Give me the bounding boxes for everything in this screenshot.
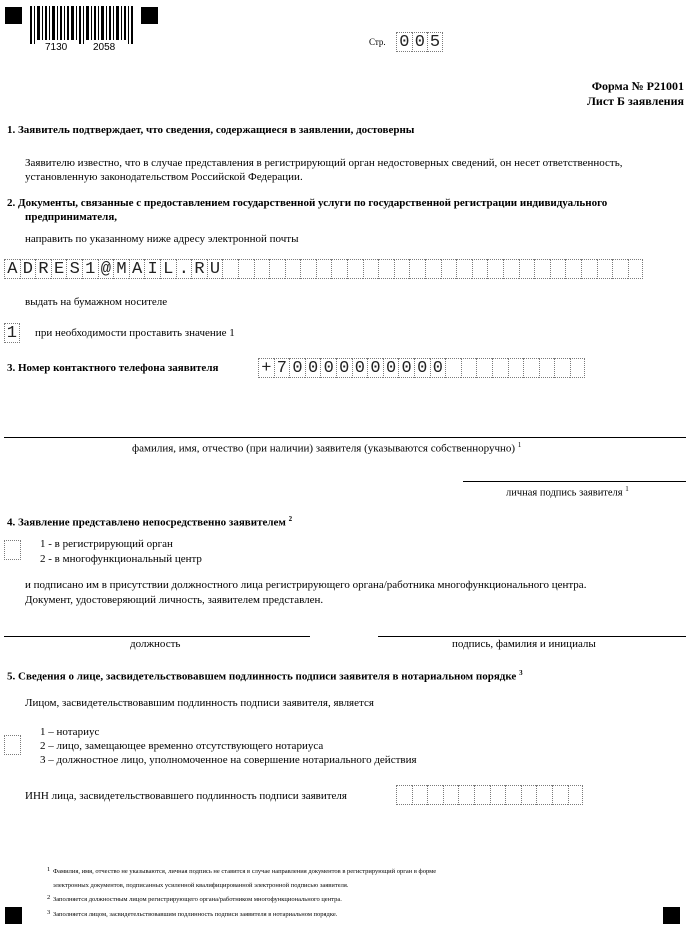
- inn-char-cell[interactable]: [536, 785, 552, 805]
- section-5-code-box[interactable]: [4, 735, 21, 755]
- email-char-cell[interactable]: A: [129, 259, 145, 279]
- position-caption: должность: [130, 638, 181, 650]
- email-char-cell[interactable]: U: [207, 259, 223, 279]
- barcode-digits-right: 2058: [93, 42, 116, 53]
- phone-char-cell[interactable]: [461, 358, 477, 378]
- section-5-option-3: 3 – должностное лицо, уполномоченное на совершение нотариального действия: [40, 754, 417, 766]
- section-1-heading: 1. Заявитель подтверждает, что сведения, содержащиеся в заявлении, достоверны: [7, 124, 415, 136]
- email-char-cell[interactable]: [347, 259, 363, 279]
- phone-char-cell[interactable]: [476, 358, 492, 378]
- section-1-text-line1: Заявителю известно, что в случае представления в регистрирующий орган недостоверных сведений, он несет ответственность,: [25, 157, 623, 169]
- phone-char-cell[interactable]: +: [258, 358, 274, 378]
- email-char-cell[interactable]: [316, 259, 332, 279]
- section-5-intro: Лицом, засвидетельствовавшим подлинность подписи заявителя, является: [25, 697, 374, 709]
- section-3-heading: 3. Номер контактного телефона заявителя: [7, 362, 219, 374]
- page-digit-cell: 0: [412, 32, 428, 52]
- footnote-1-line2: электронных документов, подписанных усиленной квалифицированной электронной подписью заявителя.: [53, 882, 349, 889]
- email-char-cell[interactable]: 1: [82, 259, 98, 279]
- email-char-cell[interactable]: [550, 259, 566, 279]
- phone-char-cell[interactable]: [570, 358, 586, 378]
- email-char-cell[interactable]: .: [176, 259, 192, 279]
- section-5-option-2: 2 – лицо, замещающее временно отсутствующего нотариуса: [40, 740, 324, 752]
- corner-marker-top-mid: [141, 7, 158, 24]
- email-char-cell[interactable]: [331, 259, 347, 279]
- inn-char-cell[interactable]: [521, 785, 537, 805]
- email-char-cell[interactable]: [597, 259, 613, 279]
- section-4-text-line1: и подписано им в присутствии должностного лица регистрирующего органа/работника многофункционального центра.: [25, 579, 587, 591]
- paper-label: выдать на бумажном носителе: [25, 296, 168, 308]
- sign-caption: личная подпись заявителя $^1$: [506, 485, 629, 499]
- paper-hint: при необходимости проставить значение 1: [35, 327, 235, 339]
- corner-marker-top-left: [5, 7, 22, 24]
- section-4-code-box[interactable]: [4, 540, 21, 560]
- phone-char-cell[interactable]: [523, 358, 539, 378]
- email-char-cell[interactable]: [612, 259, 628, 279]
- phone-char-cell[interactable]: [445, 358, 461, 378]
- phone-field[interactable]: [258, 358, 585, 378]
- inn-char-cell[interactable]: [443, 785, 459, 805]
- phone-char-cell[interactable]: [554, 358, 570, 378]
- section-4-heading: 4. Заявление представлено непосредственно заявителем $^2$: [7, 515, 293, 529]
- email-char-cell[interactable]: [269, 259, 285, 279]
- inn-char-cell[interactable]: [474, 785, 490, 805]
- email-char-cell[interactable]: I: [144, 259, 160, 279]
- email-char-cell[interactable]: [254, 259, 270, 279]
- email-char-cell[interactable]: R: [35, 259, 51, 279]
- email-char-cell[interactable]: [238, 259, 254, 279]
- fio-line: [4, 437, 686, 438]
- email-char-cell[interactable]: [441, 259, 457, 279]
- phone-char-cell[interactable]: [492, 358, 508, 378]
- inn-char-cell[interactable]: [505, 785, 521, 805]
- phone-char-cell[interactable]: [508, 358, 524, 378]
- email-char-cell[interactable]: [534, 259, 550, 279]
- section-4-option-2: 2 - в многофункциональный центр: [40, 553, 202, 565]
- page-number-cells: [396, 32, 443, 52]
- email-char-cell[interactable]: [581, 259, 597, 279]
- barcode: [30, 6, 136, 44]
- phone-char-cell[interactable]: 0: [367, 358, 383, 378]
- phone-char-cell[interactable]: [539, 358, 555, 378]
- fio-caption: фамилия, имя, отчество (при наличии) заявителя (указываются собственноручно) $^1$: [132, 441, 522, 455]
- email-char-cell[interactable]: [487, 259, 503, 279]
- email-char-cell[interactable]: [456, 259, 472, 279]
- email-char-cell[interactable]: [285, 259, 301, 279]
- email-char-cell[interactable]: [300, 259, 316, 279]
- inn-char-cell[interactable]: [552, 785, 568, 805]
- email-char-cell[interactable]: [628, 259, 644, 279]
- email-field[interactable]: [4, 259, 643, 279]
- section-4-option-1: 1 - в регистрирующий орган: [40, 538, 173, 550]
- email-char-cell[interactable]: [519, 259, 535, 279]
- inn-char-cell[interactable]: [490, 785, 506, 805]
- email-char-cell[interactable]: M: [113, 259, 129, 279]
- email-char-cell[interactable]: [565, 259, 581, 279]
- footnote-2-number: 2: [47, 894, 51, 901]
- sign-line: [463, 481, 686, 482]
- phone-char-cell[interactable]: 0: [336, 358, 352, 378]
- inn-label: ИНН лица, засвидетельствовавшего подлинность подписи заявителя: [25, 790, 347, 802]
- position-line: [4, 636, 310, 637]
- email-char-cell[interactable]: [472, 259, 488, 279]
- section-5-option-1: 1 – нотариус: [40, 726, 100, 738]
- official-sign-line: [378, 636, 686, 637]
- email-label: направить по указанному ниже адресу электронной почты: [25, 233, 299, 245]
- form-subtitle: Лист Б заявления: [586, 94, 684, 108]
- form-title: Форма № Р21001: [591, 79, 684, 93]
- page-digit-cell: 5: [427, 32, 443, 52]
- phone-char-cell[interactable]: 0: [383, 358, 399, 378]
- email-char-cell[interactable]: [222, 259, 238, 279]
- email-char-cell[interactable]: E: [51, 259, 67, 279]
- inn-char-cell[interactable]: [396, 785, 412, 805]
- email-char-cell[interactable]: @: [98, 259, 114, 279]
- email-char-cell[interactable]: [425, 259, 441, 279]
- inn-char-cell[interactable]: [427, 785, 443, 805]
- phone-char-cell[interactable]: 7: [274, 358, 290, 378]
- footnote-1-line1: Фамилия, имя, отчество не указываются, личная подпись не ставится в случае направления документов в регистрирующий орган в форме: [53, 868, 437, 875]
- section-1-text-line2: установленную законодательством Российской Федерации.: [25, 171, 303, 183]
- email-char-cell[interactable]: [409, 259, 425, 279]
- inn-field[interactable]: [396, 785, 583, 805]
- section-2-heading-line2: предпринимателя,: [25, 211, 118, 223]
- page-label: Стр.: [369, 37, 386, 47]
- paper-value-cell[interactable]: 1: [4, 323, 20, 343]
- phone-char-cell[interactable]: 0: [414, 358, 430, 378]
- email-char-cell[interactable]: S: [66, 259, 82, 279]
- phone-char-cell[interactable]: 0: [352, 358, 368, 378]
- email-char-cell[interactable]: R: [191, 259, 207, 279]
- email-char-cell[interactable]: D: [20, 259, 36, 279]
- corner-marker-bottom-right: [663, 907, 680, 924]
- email-char-cell[interactable]: [394, 259, 410, 279]
- phone-char-cell[interactable]: 0: [398, 358, 414, 378]
- email-char-cell[interactable]: [363, 259, 379, 279]
- footnote-3-number: 3: [47, 909, 51, 916]
- email-char-cell[interactable]: A: [4, 259, 20, 279]
- footnote-2-text: Заполняется должностным лицом регистрирующего органа/работником многофункционального центра.: [53, 896, 342, 903]
- email-char-cell[interactable]: L: [160, 259, 176, 279]
- email-char-cell[interactable]: [378, 259, 394, 279]
- phone-char-cell[interactable]: 0: [289, 358, 305, 378]
- footnote-3-text: Заполняется лицом, засвидетельствовавшим подлинность подписи заявителя в нотариальном порядке.: [53, 911, 338, 918]
- email-char-cell[interactable]: [503, 259, 519, 279]
- footnote-1-number: 1: [47, 866, 51, 873]
- section-4-text-line2: Документ, удостоверяющий личность, заявителем представлен.: [25, 594, 324, 606]
- phone-char-cell[interactable]: 0: [320, 358, 336, 378]
- section-2-heading-line1: 2. Документы, связанные с предоставлением государственной услуги по государственной регистрации индивидуального: [7, 197, 608, 209]
- phone-char-cell[interactable]: 0: [430, 358, 446, 378]
- inn-char-cell[interactable]: [568, 785, 584, 805]
- phone-char-cell[interactable]: 0: [305, 358, 321, 378]
- paper-value-field[interactable]: [4, 323, 20, 343]
- page-digit-cell: 0: [396, 32, 412, 52]
- inn-char-cell[interactable]: [458, 785, 474, 805]
- official-sign-caption: подпись, фамилия и инициалы: [452, 638, 596, 650]
- inn-char-cell[interactable]: [412, 785, 428, 805]
- section-5-heading: 5. Сведения о лице, засвидетельствовавшем подлинность подписи заявителя в нотариальном порядке $^3$: [7, 669, 523, 683]
- corner-marker-bottom-left: [5, 907, 22, 924]
- barcode-digits-left: 7130: [45, 42, 68, 53]
